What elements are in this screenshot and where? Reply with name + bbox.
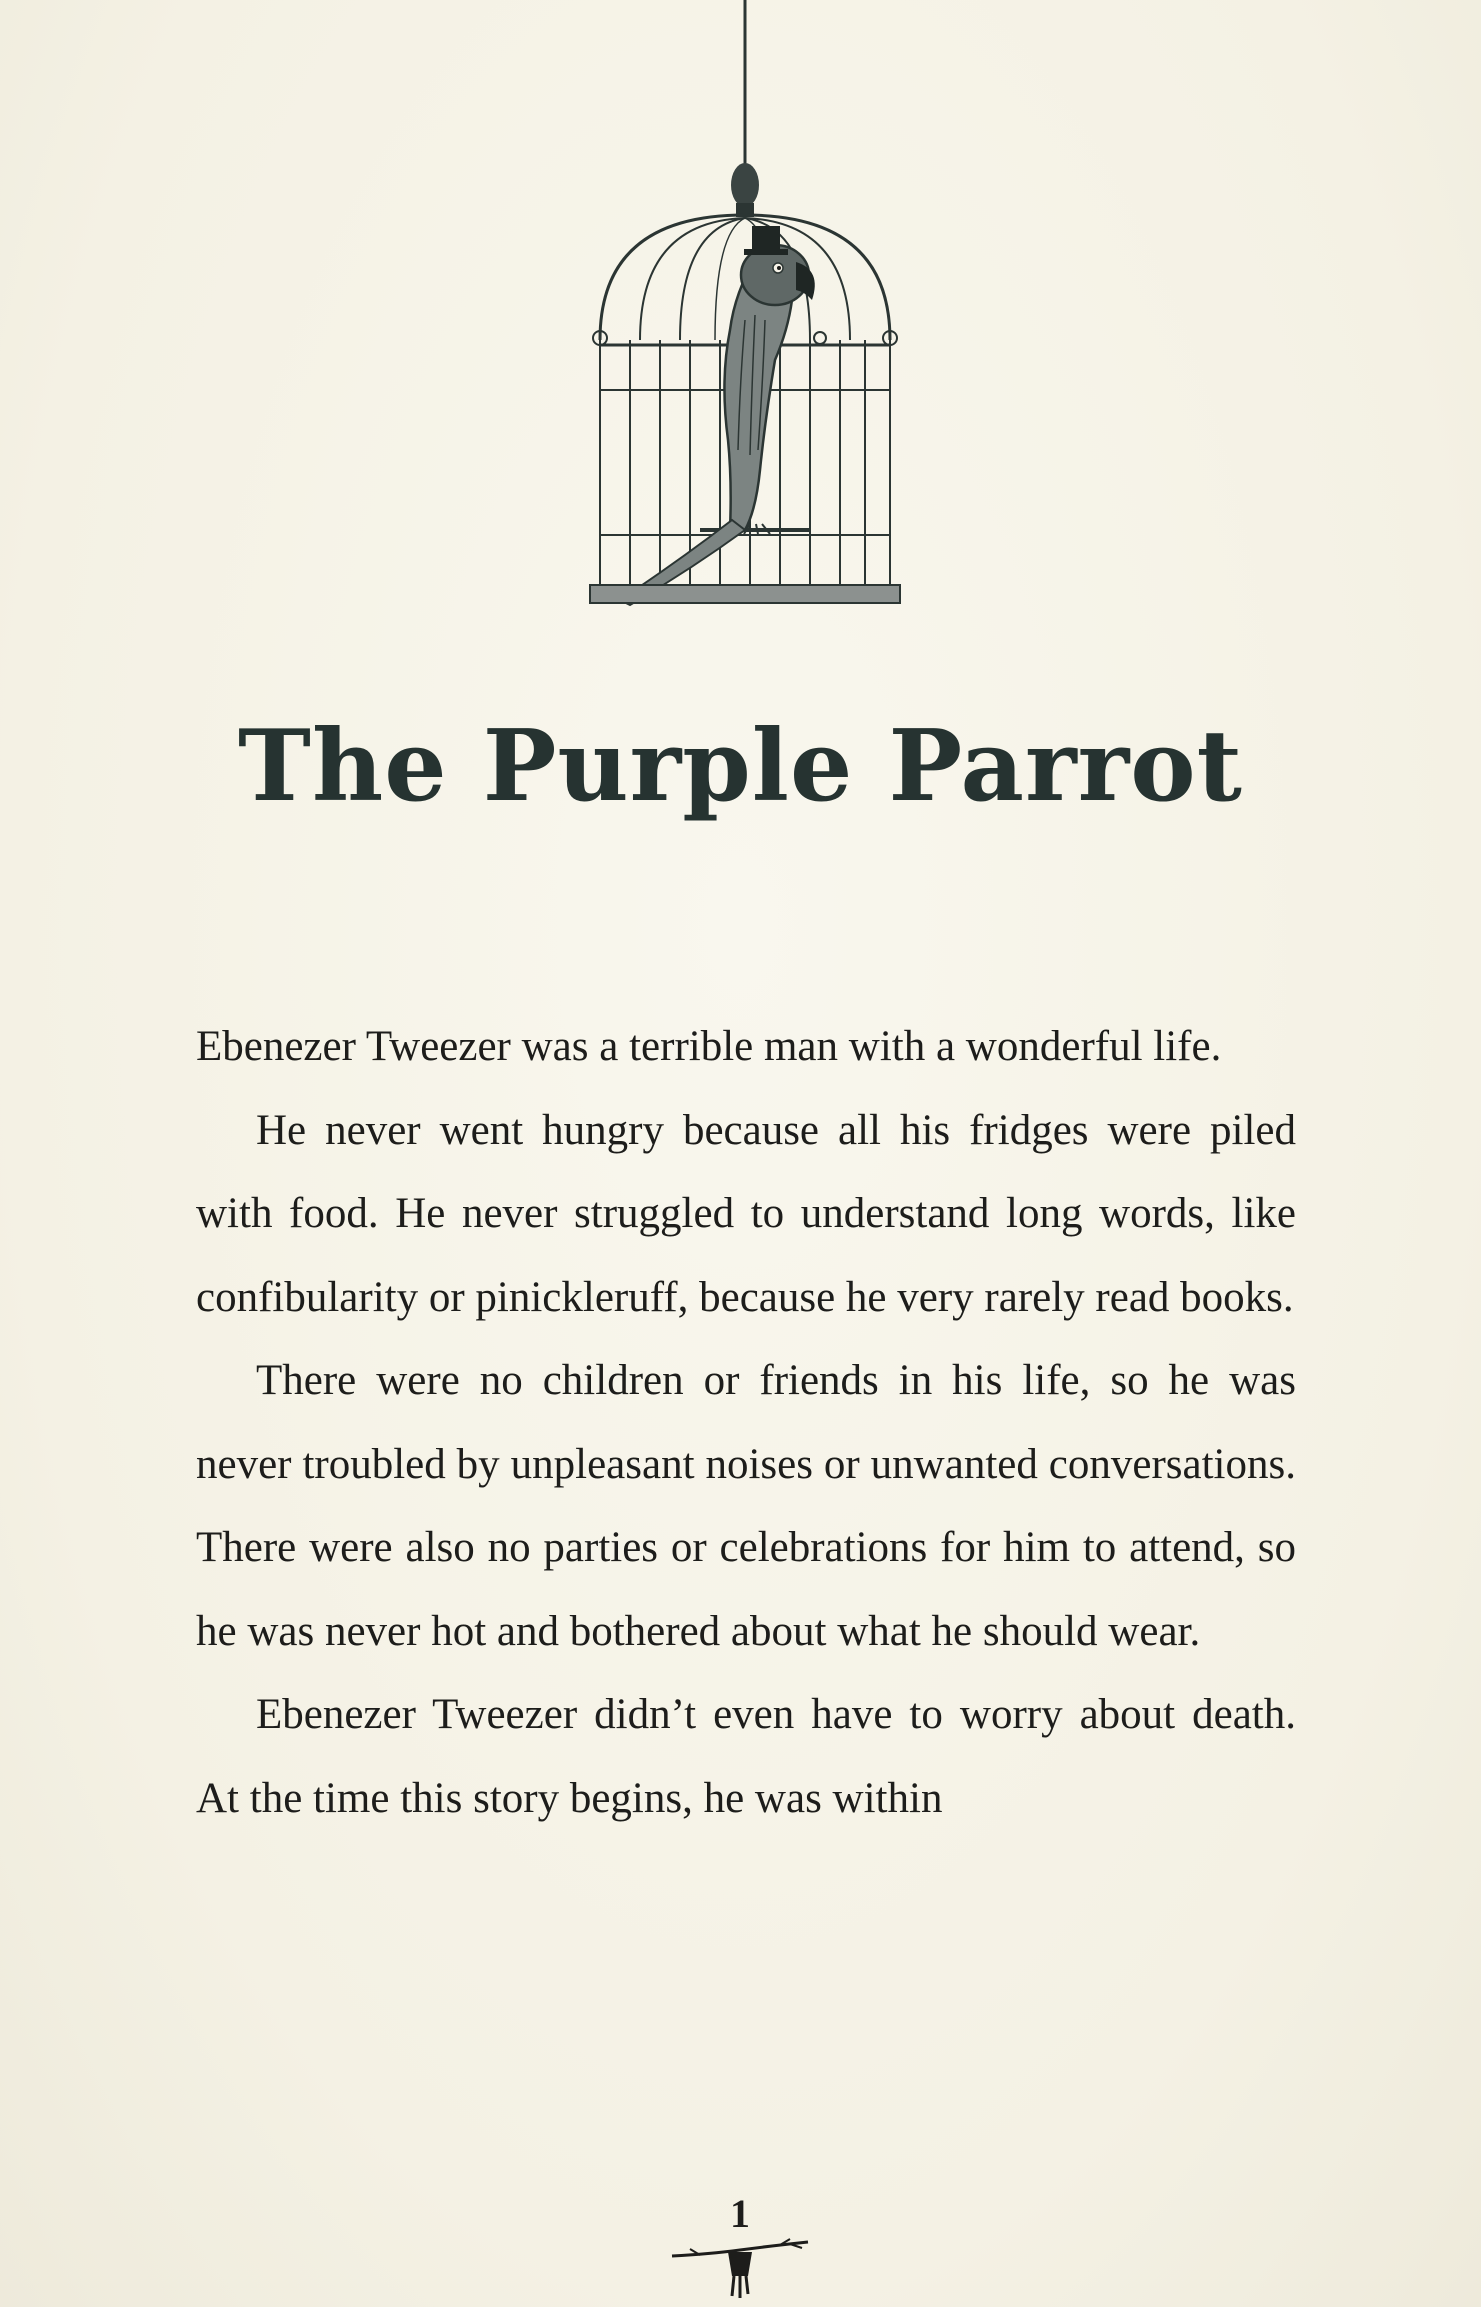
parrot-in-birdcage-icon bbox=[560, 0, 920, 620]
paragraph: Ebenezer Tweezer was a terrible man with a wonderful life. bbox=[196, 1023, 1222, 1070]
paragraph: There were no children or friends in his life, so he was never troubled by unpleasant noises or unwanted conversations. There were also no parties or celebrations for him to attend, so he was never hot and bothered about what he should wear. bbox=[196, 1357, 1296, 1655]
page-footer bbox=[660, 2190, 820, 2300]
paragraph: Ebenezer Tweezer didn’t even have to worry about death. At the time this story begins, he was within bbox=[196, 1691, 1296, 1822]
body-text bbox=[196, 1005, 1296, 1840]
page-number: 1 bbox=[730, 2191, 750, 2236]
branch-ornament-icon bbox=[670, 2236, 810, 2300]
paragraph: He never went hungry because all his fridges were piled with food. He never struggled to understand long words, like confibularity or pinickleruff, because he very rarely read books. bbox=[196, 1106, 1296, 1321]
chapter-title: The Purple Parrot bbox=[238, 709, 1243, 824]
